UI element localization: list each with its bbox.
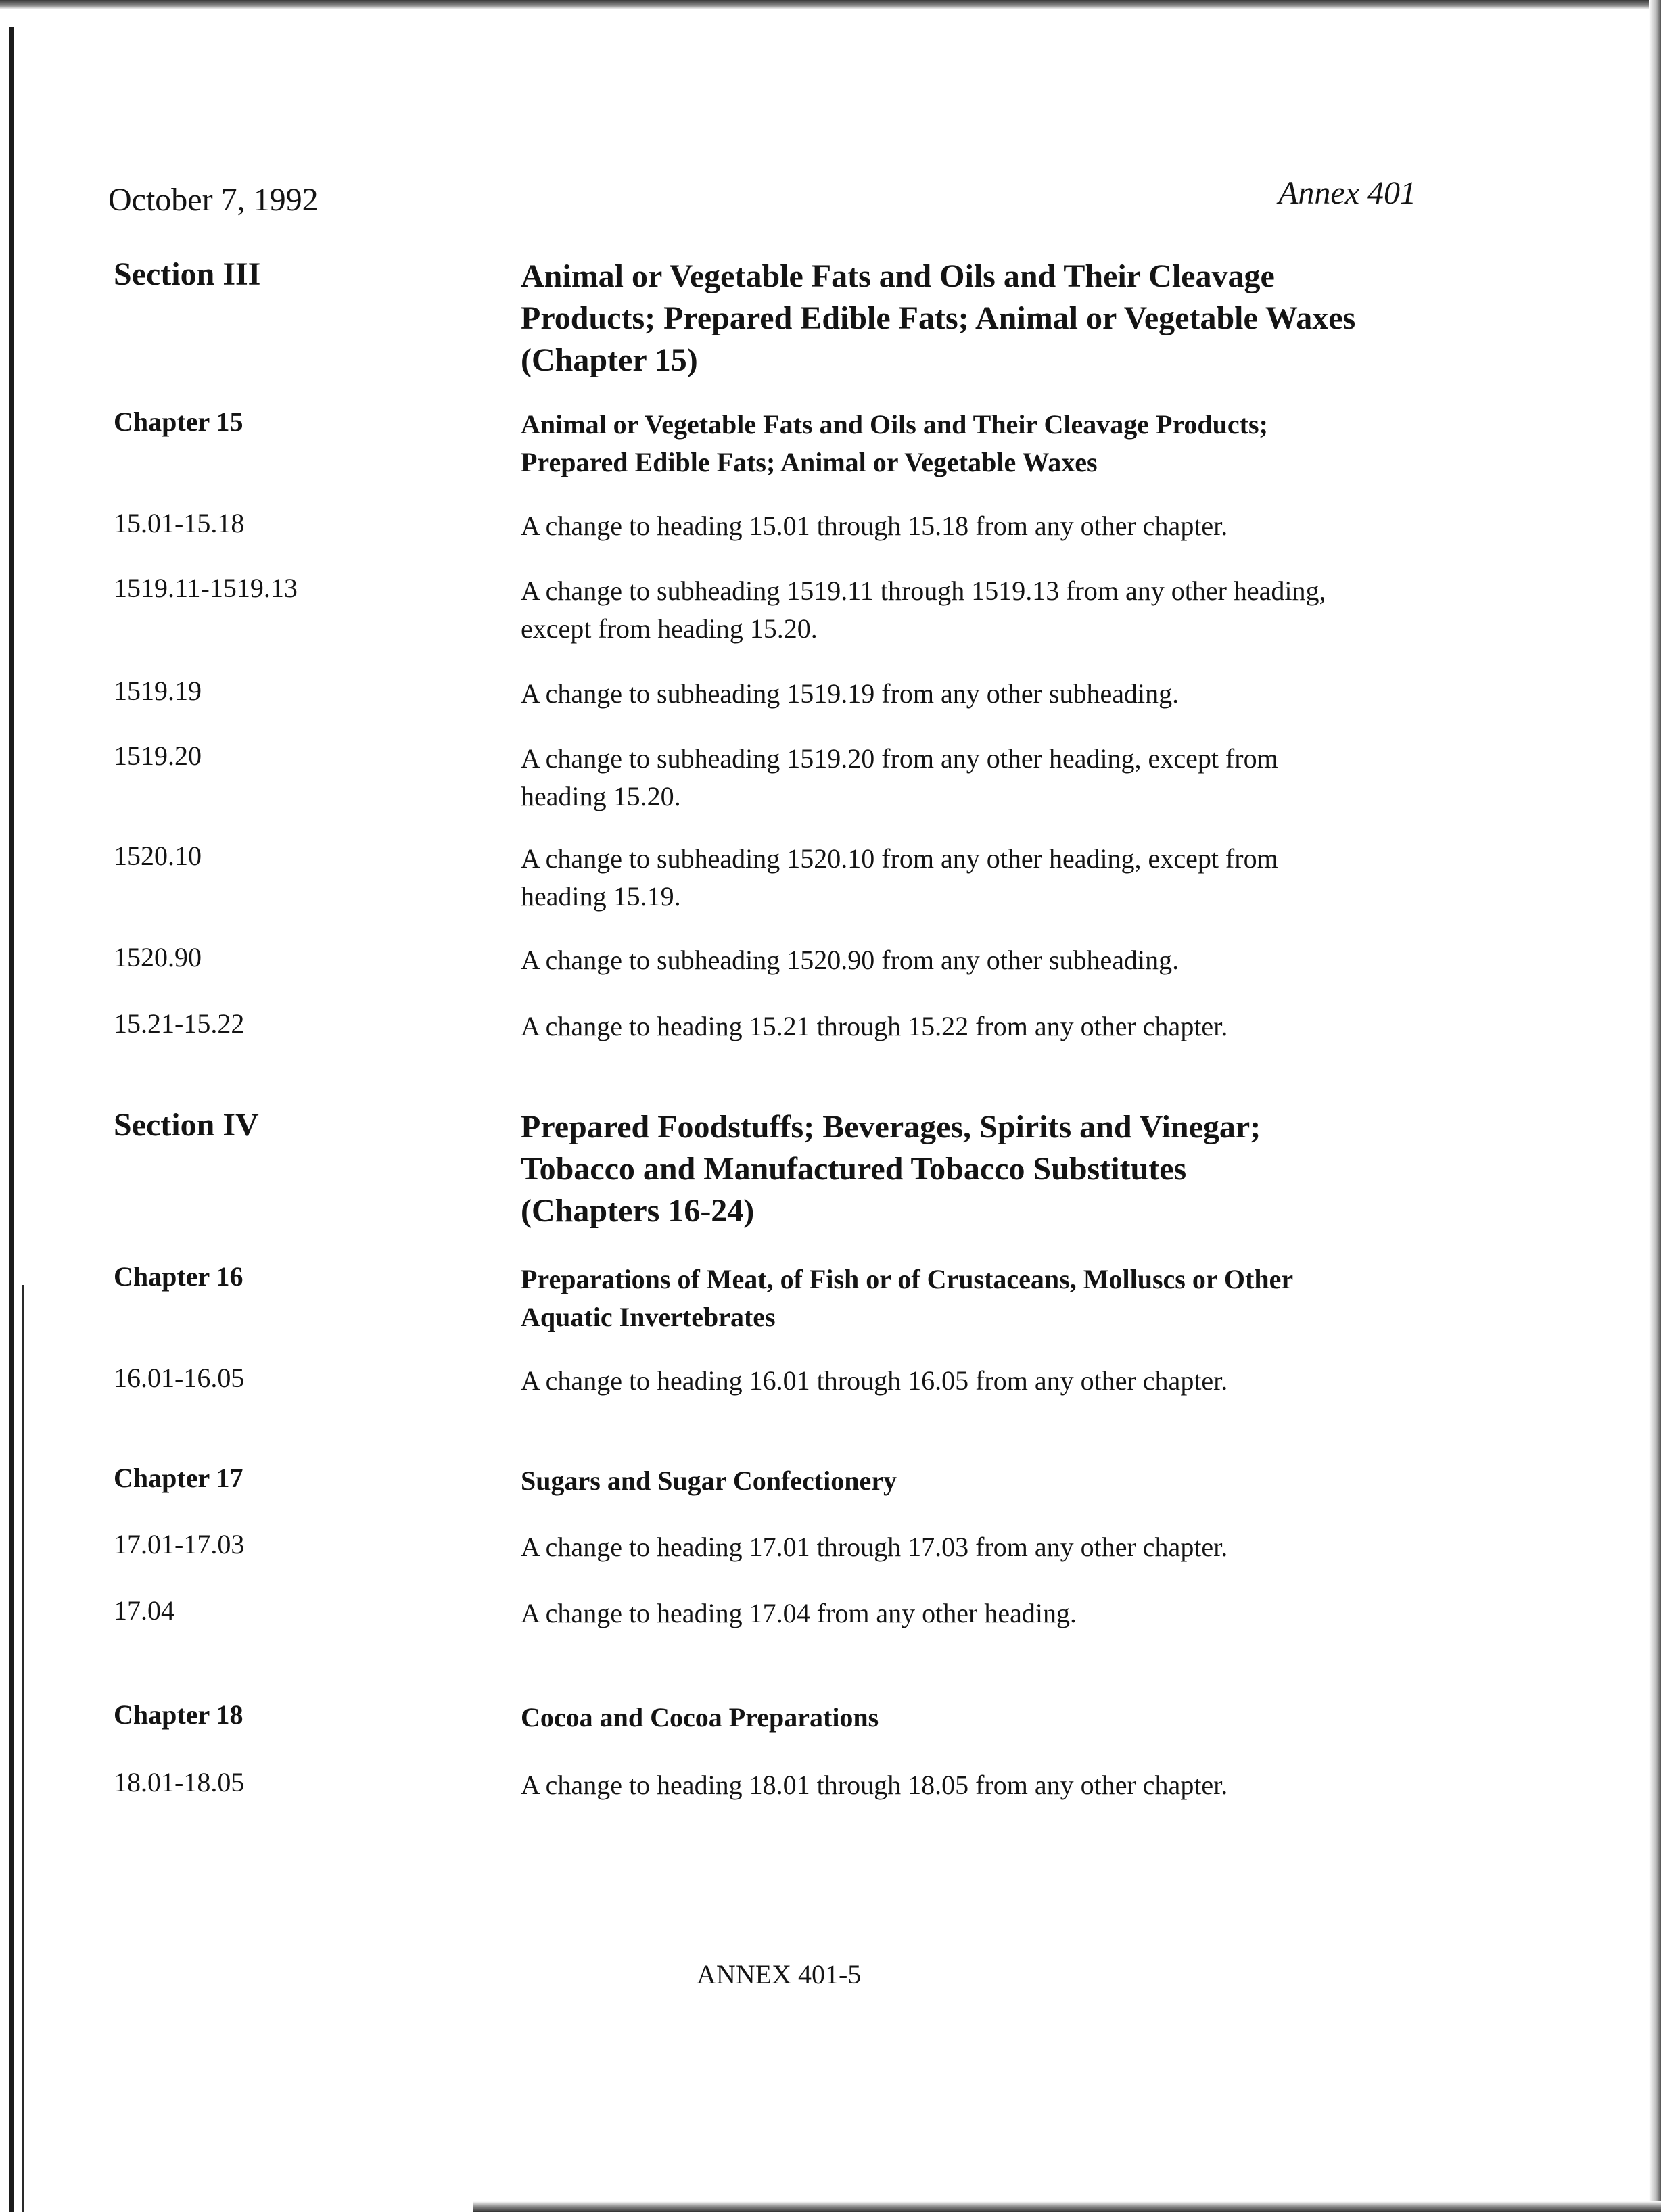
- chapter-title-line: Animal or Vegetable Fats and Oils and Their Cleavage Products;: [521, 409, 1268, 440]
- chapter-label: Chapter 18: [114, 1699, 243, 1730]
- section-title-line: Animal or Vegetable Fats and Oils and Their Cleavage: [521, 258, 1275, 294]
- section-title-line: Products; Prepared Edible Fats; Animal or Vegetable Waxes: [521, 300, 1356, 336]
- chapter-label: Chapter 17: [114, 1463, 243, 1493]
- rule-text-line: heading 15.19.: [521, 881, 681, 912]
- annex-label: Annex 401: [1278, 175, 1416, 211]
- scan-edge-right: [1649, 0, 1661, 2212]
- chapter-title-line: Aquatic Invertebrates: [521, 1302, 776, 1332]
- rule-code: 1519.20: [114, 740, 202, 771]
- rule-text-line: heading 15.20.: [521, 781, 681, 811]
- chapter-label: Chapter 16: [114, 1261, 243, 1292]
- document-date: October 7, 1992: [108, 182, 319, 218]
- chapter-title: [521, 1261, 1400, 1336]
- rule-text: [521, 941, 1400, 979]
- rule-text: [521, 840, 1400, 916]
- rule-text-line: A change to subheading 1519.11 through 1519.13 from any other heading,: [521, 575, 1326, 606]
- chapter-title: [521, 1699, 1400, 1737]
- rule-text: [521, 1528, 1400, 1566]
- rule-code: 1519.19: [114, 676, 202, 706]
- rule-code: 15.21-15.22: [114, 1008, 245, 1039]
- rule-code: 1520.90: [114, 942, 202, 972]
- chapter-title-line: Preparations of Meat, of Fish or of Crustaceans, Molluscs or Other: [521, 1264, 1294, 1294]
- rule-code: 1520.10: [114, 841, 202, 871]
- rule-text: [521, 572, 1400, 648]
- chapter-title-line: Sugars and Sugar Confectionery: [521, 1465, 897, 1496]
- rule-text: [521, 1766, 1400, 1804]
- section-title-line: Tobacco and Manufactured Tobacco Substitutes: [521, 1151, 1187, 1187]
- rule-text-line: A change to subheading 1519.19 from any other subheading.: [521, 678, 1179, 709]
- section-label: Section IV: [114, 1107, 259, 1143]
- rule-text: [521, 1362, 1400, 1400]
- section-title-line: (Chapter 15): [521, 342, 698, 378]
- scan-edge-left-inner: [22, 1285, 24, 2212]
- rule-text: [521, 507, 1400, 545]
- rule-code: 15.01-15.18: [114, 508, 245, 538]
- chapter-title: [521, 406, 1400, 481]
- section-title-line: Prepared Foodstuffs; Beverages, Spirits and Vinegar;: [521, 1109, 1261, 1145]
- scan-edge-top: [0, 0, 1661, 9]
- chapter-title-line: Prepared Edible Fats; Animal or Vegetable Waxes: [521, 447, 1098, 477]
- chapter-label: Chapter 15: [114, 406, 243, 437]
- section-title: [521, 1106, 1400, 1232]
- rule-code: 17.01-17.03: [114, 1529, 245, 1559]
- scan-edge-bottom: [473, 2201, 1661, 2212]
- page-number: ANNEX 401-5: [697, 1959, 862, 1990]
- rule-text-line: except from heading 15.20.: [521, 613, 818, 644]
- rule-code: 18.01-18.05: [114, 1767, 245, 1797]
- rule-text-line: A change to subheading 1519.20 from any other heading, except from: [521, 743, 1278, 774]
- rule-text: [521, 1595, 1400, 1632]
- chapter-title-line: Cocoa and Cocoa Preparations: [521, 1702, 879, 1733]
- rule-text-line: A change to heading 17.01 through 17.03 from any other chapter.: [521, 1532, 1228, 1562]
- rule-text-line: A change to heading 18.01 through 18.05 from any other chapter.: [521, 1770, 1228, 1800]
- rule-code: 1519.11-1519.13: [114, 573, 298, 603]
- section-title: [521, 256, 1400, 381]
- rule-text: [521, 1008, 1400, 1045]
- rule-text-line: A change to heading 15.21 through 15.22 from any other chapter.: [521, 1011, 1228, 1041]
- section-title-line: (Chapters 16-24): [521, 1193, 755, 1229]
- rule-text-line: A change to heading 17.04 from any other heading.: [521, 1598, 1077, 1628]
- rule-text: [521, 740, 1400, 816]
- rule-text-line: A change to heading 16.01 through 16.05 from any other chapter.: [521, 1365, 1228, 1396]
- section-label: Section III: [114, 256, 261, 292]
- rule-text-line: A change to heading 15.01 through 15.18 from any other chapter.: [521, 511, 1228, 541]
- rule-text-line: A change to subheading 1520.90 from any other subheading.: [521, 945, 1179, 975]
- scan-edge-left: [9, 27, 14, 2212]
- rule-code: 16.01-16.05: [114, 1363, 245, 1393]
- chapter-title: [521, 1462, 1400, 1500]
- rule-text-line: A change to subheading 1520.10 from any other heading, except from: [521, 843, 1278, 874]
- rule-text: [521, 675, 1400, 713]
- rule-code: 17.04: [114, 1595, 174, 1626]
